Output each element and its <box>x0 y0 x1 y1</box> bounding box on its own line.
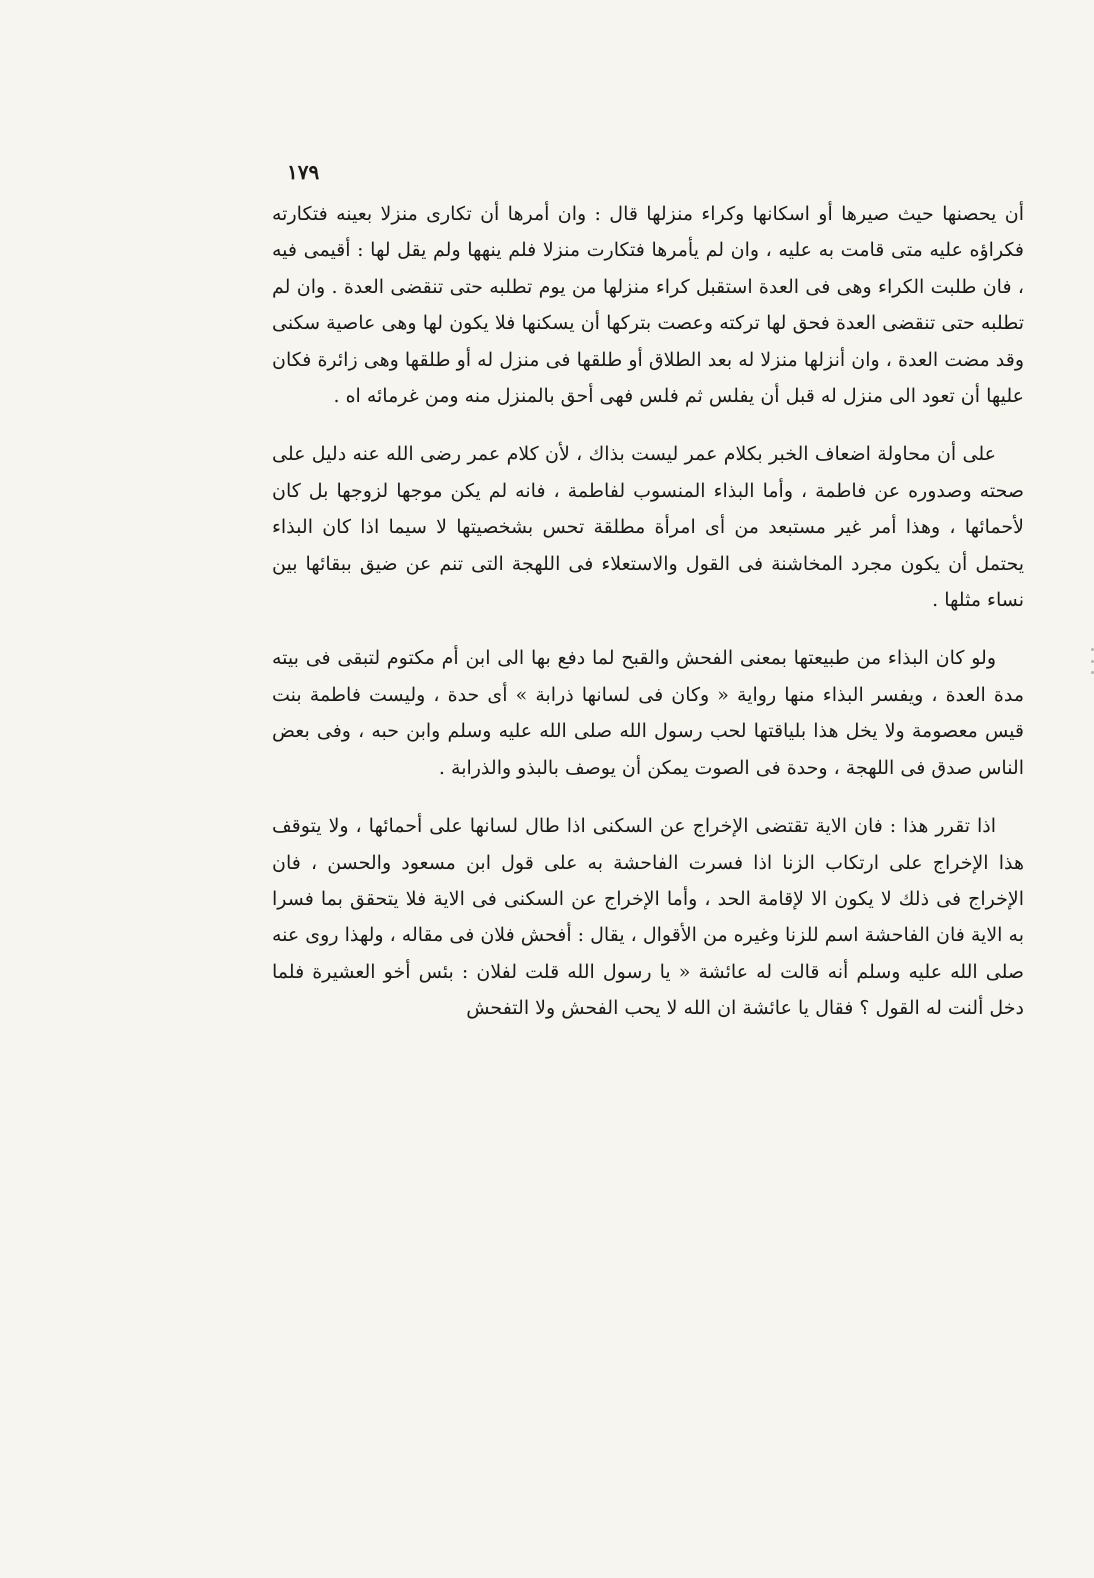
paragraph-1: أن يحصنها حيث صيرها أو اسكانها وكراء منزلها قال : وان أمرها أن تكارى منزلا بعينه فتكارته فكراؤه عليه متى قامت به عليه ، وان لم يأمرها فتكارت منزلا فلم ينهها ولم يقل لها : أقيمى فيه ، فان طلبت الكراء وهى فى العدة استقبل كراء منزلها من يوم تطلبه حتى تنقضى العدة . وان لم تطلبه حتى تنقضى العدة فحق لها تركته وعصت بتركها أن يسكنها فلا يكون لها وهى عاصية سكنى وقد مضت العدة ، وان أنزلها منزلا له بعد الطلاق أو طلقها فى منزل له أو طلقها وهى زائرة فكان عليها أن تعود الى منزل له قبل أن يفلس ثم فلس فهى أحق بالمنزل منه ومن غرمائه اه . <box>272 203 1024 408</box>
paragraph-2: على أن محاولة اضعاف الخبر بكلام عمر ليست بذاك ، لأن كلام عمر رضى الله عنه دليل على صحته وصدوره عن فاطمة ، وأما البذاء المنسوب لفاطمة ، فانه لم يكن موجها لزوجها بل كان لأحمائها ، وهذا أمر غير مستبعد من أى امرأة مطلقة تحس بشخصيتها لا سيما اذا كان البذاء يحتمل أن يكون مجرد المخاشنة فى القول والاستعلاء فى اللهجة التى تنم عن ضيق ببقائها بين نساء مثلها . <box>272 443 1024 612</box>
paragraph-3: ولو كان البذاء من طبيعتها بمعنى الفحش والقبح لما دفع بها الى ابن أم مكتوم لتبقى فى بيته مدة العدة ، ويفسر البذاء منها رواية « وكان فى لسانها ذرابة » أى حدة ، وليست فاطمة بنت قيس معصومة ولا يخل هذا بلياقتها لحب رسول الله صلى الله عليه وسلم وابن حبه ، وفى بعض الناس صدق فى اللهجة ، وحدة فى الصوت يمكن أن يوصف بالبذو والذرابة . <box>272 647 1024 779</box>
main-text <box>272 196 1024 1027</box>
page-number: ١٧٩ <box>287 160 320 184</box>
paragraph-4: اذا تقرر هذا : فان الاية تقتضى الإخراج عن السكنى اذا طال لسانها على أحمائها ، ولا يتوقف هذا الإخراج على ارتكاب الزنا اذا فسرت الفاحشة به على قول ابن مسعود والحسن ، فان الإخراج فى ذلك لا يكون الا لإقامة الحد ، وأما الإخراج عن السكنى فى الاية فلا يتحقق بما فسرا به الاية فان الفاحشة اسم للزنا وغيره من الأقوال ، يقال : أفحش فلان فى مقاله ، ولهذا روى عنه صلى الله عليه وسلم أنه قالت له عائشة « يا رسول الله قلت لفلان : بئس أخو العشيرة فلما دخل ألنت له القول ؟ فقال يا عائشة ان الله لا يحب الفحش ولا التفحش <box>272 815 1024 1020</box>
